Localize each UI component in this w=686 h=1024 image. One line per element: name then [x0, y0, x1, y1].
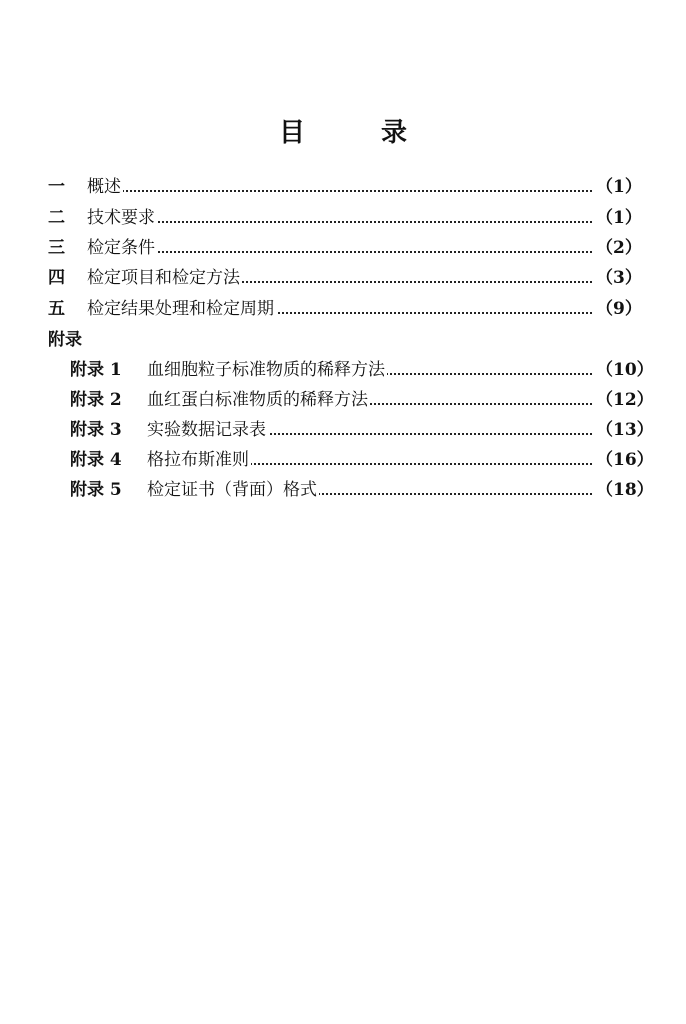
toc-entry-page: （1） [594, 204, 640, 232]
toc-entry-number: 二 [48, 208, 65, 228]
appendix-page: （18） [594, 476, 640, 504]
appendix-number: 附录 2 [70, 390, 122, 410]
toc-entry-page: （2） [594, 234, 640, 262]
appendix-number: 附录 4 [70, 450, 122, 470]
toc-appendix-entry[interactable] [0, 386, 686, 414]
toc-entry[interactable] [0, 264, 686, 292]
appendix-number: 附录 3 [70, 420, 122, 440]
toc-appendix-entry[interactable] [0, 416, 686, 444]
appendix-heading: 附录 [48, 330, 82, 350]
toc-entry[interactable] [0, 295, 686, 323]
appendix-label: 实验数据记录表 [147, 416, 268, 444]
toc-entry-label: 概述 [87, 173, 123, 201]
toc-entry-number: 三 [48, 238, 65, 258]
toc-entry-label: 检定条件 [87, 234, 157, 262]
dot-leader [87, 251, 632, 253]
toc-entry-label: 检定项目和检定方法 [87, 264, 242, 292]
appendix-number: 附录 5 [70, 480, 122, 500]
toc-entry-label: 技术要求 [87, 204, 157, 232]
dot-leader [87, 190, 632, 192]
dot-leader [87, 221, 632, 223]
appendix-label: 血细胞粒子标准物质的稀释方法 [147, 356, 387, 384]
title-char-1: 目 [278, 118, 305, 148]
toc-entry-page: （1） [594, 173, 640, 201]
appendix-label: 血红蛋白标准物质的稀释方法 [147, 386, 370, 414]
appendix-page: （10） [594, 356, 640, 384]
appendix-page: （12） [594, 386, 640, 414]
toc-entry-number: 五 [48, 299, 65, 319]
toc-entry-page: （3） [594, 264, 640, 292]
toc-entry-number: 四 [48, 268, 65, 288]
appendix-label: 检定证书（背面）格式 [147, 476, 319, 504]
page-title [0, 112, 686, 149]
appendix-page: （13） [594, 416, 640, 444]
toc-entry[interactable] [0, 173, 686, 201]
toc-appendix-entry[interactable] [0, 356, 686, 384]
appendix-number: 附录 1 [70, 360, 122, 380]
toc-appendix-entry[interactable] [0, 446, 686, 474]
toc-entry-label: 检定结果处理和检定周期 [87, 295, 276, 323]
appendix-label: 格拉布斯准则 [147, 446, 251, 474]
appendix-page: （16） [594, 446, 640, 474]
toc-entry-page: （9） [594, 295, 640, 323]
toc-entry[interactable] [0, 204, 686, 232]
toc-entry-number: 一 [48, 177, 65, 197]
toc-appendix-entry[interactable] [0, 476, 686, 504]
title-char-2: 录 [381, 118, 408, 148]
toc-entry[interactable] [0, 234, 686, 262]
